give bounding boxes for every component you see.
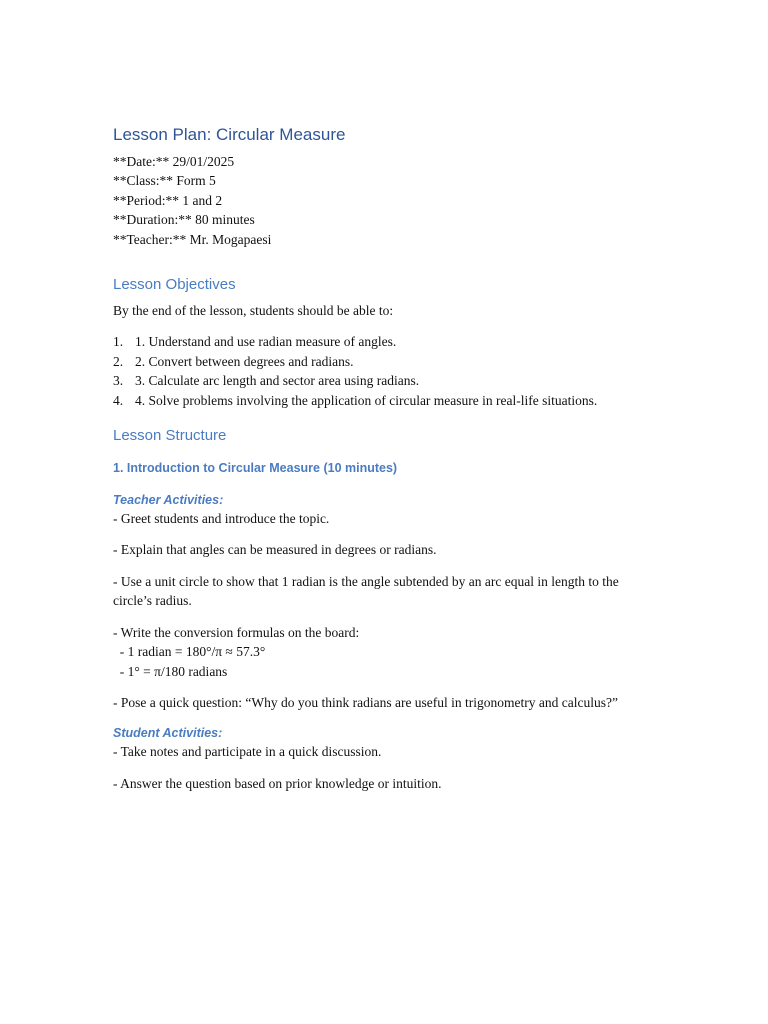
- objective-text: 2. Convert between degrees and radians.: [135, 353, 354, 369]
- objective-item: [113, 352, 656, 371]
- objective-text: 1. Understand and use radian measure of angles.: [135, 334, 397, 350]
- objectives-list: [113, 332, 656, 410]
- meta-duration: **Duration:** 80 minutes: [113, 212, 255, 228]
- meta-class: **Class:** Form 5: [113, 173, 216, 189]
- conversion-formula: - 1° = π/180 radians: [113, 663, 228, 679]
- student-activities-heading: Student Activities:: [113, 726, 223, 741]
- objective-number: 2.: [113, 353, 124, 369]
- objectives-heading: Lesson Objectives: [113, 276, 236, 294]
- objective-text: 4. Solve problems involving the application of circular measure in real-life situations.: [135, 392, 598, 408]
- teacher-activities-heading: Teacher Activities:: [113, 493, 224, 508]
- student-activity: - Take notes and participate in a quick discussion.: [113, 744, 382, 760]
- objectives-intro: By the end of the lesson, students should be able to:: [113, 303, 394, 319]
- objective-number: 1.: [113, 334, 124, 350]
- objective-item: [113, 391, 656, 410]
- conversion-formula: - 1 radian = 180°/π ≈ 57.3°: [113, 644, 266, 660]
- meta-teacher: **Teacher:** Mr. Mogapaesi: [113, 231, 272, 247]
- teacher-activity: - Greet students and introduce the topic.: [113, 511, 330, 527]
- meta-date: **Date:** 29/01/2025: [113, 154, 235, 169]
- teacher-activity: - Explain that angles can be measured in degrees or radians.: [113, 542, 437, 558]
- teacher-activity: - Write the conversion formulas on the board:: [113, 624, 360, 640]
- section-1-heading: 1. Introduction to Circular Measure (10 minutes): [113, 461, 398, 476]
- objective-text: 3. Calculate arc length and sector area using radians.: [135, 373, 420, 389]
- student-activity: - Answer the question based on prior knowledge or intuition.: [113, 775, 442, 791]
- teacher-activity: - Use a unit circle to show that 1 radian is the angle subtended by an arc equal in length to the circle’s radius.: [113, 573, 619, 609]
- lesson-meta: [113, 152, 656, 249]
- meta-period: **Period:** 1 and 2: [113, 192, 223, 208]
- objective-number: 3.: [113, 373, 124, 389]
- objective-item: [113, 371, 656, 390]
- structure-heading: Lesson Structure: [113, 427, 227, 445]
- objective-item: [113, 332, 656, 351]
- document-title: Lesson Plan: Circular Measure: [113, 125, 346, 144]
- teacher-activity: - Pose a quick question: “Why do you think radians are useful in trigonometry and calculus?”: [113, 694, 618, 710]
- objective-number: 4.: [113, 392, 124, 408]
